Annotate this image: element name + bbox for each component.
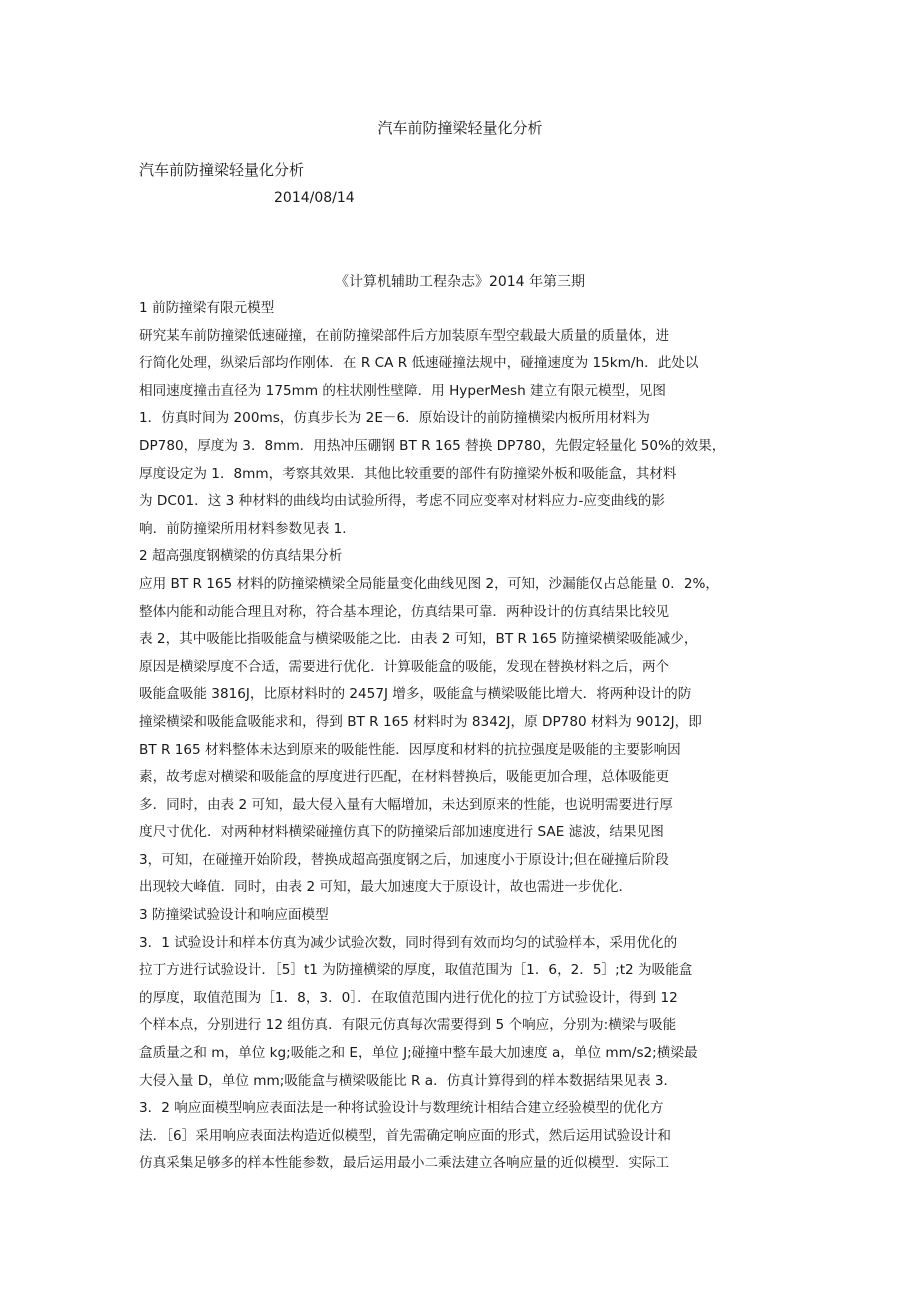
body-line: 响．前防撞梁所用材料参数见表 1． xyxy=(139,520,356,537)
body-line: 素，故考虑对横梁和吸能盒的厚度进行匹配，在材料替换后，吸能更加合理，总体吸能更 xyxy=(139,769,670,786)
body-line: 盒质量之和 m，单位 kg;吸能之和 E，单位 J;碰撞中整车最大加速度 a，单位 mm/s2;横梁最 xyxy=(139,1045,698,1062)
body-line: 3．2 响应面模型响应表面法是一种将试验设计与数理统计相结合建立经验模型的优化方 xyxy=(139,1100,664,1117)
body-line: 撞梁横梁和吸能盒吸能求和，得到 BT R 165 材料时为 8342J，原 DP780 材料为 9012J，即 xyxy=(139,713,702,730)
body-line: 原因是横梁厚度不合适，需要进行优化．计算吸能盒的吸能，发现在替换材料之后，两个 xyxy=(139,658,670,675)
body-line: 拉丁方进行试验设计．［5］t1 为防撞横梁的厚度，取值范围为［1．6，2．5］;t2 为吸能盒 xyxy=(139,962,693,979)
body-line: 3，可知，在碰撞开始阶段，替换成超高强度钢之后，加速度小于原设计;但在碰撞后阶段 xyxy=(139,851,669,868)
body-line: 3 防撞梁试验设计和响应面模型 xyxy=(139,907,329,924)
body-line: 1 前防撞梁有限元模型 xyxy=(139,300,275,316)
body-line: BT R 165 材料整体未达到原来的吸能性能．因厚度和材料的抗拉强度是吸能的主要影响因 xyxy=(139,741,681,758)
body-line: 多．同时，由表 2 可知，最大侵入量有大幅增加，未达到原来的性能，也说明需要进行厚 xyxy=(139,796,673,813)
body-line: 厚度设定为 1．8mm，考察其效果．其他比较重要的部件有防撞梁外板和吸能盒，其材料 xyxy=(139,465,677,482)
body-line: 的厚度，取值范围为［1．8，3．0］．在取值范围内进行优化的拉丁方试验设计，得到 12 xyxy=(139,989,678,1006)
body-line: 整体内能和动能合理且对称，符合基本理论，仿真结果可靠．两种设计的仿真结果比较见 xyxy=(139,603,670,620)
body-line: 研究某车前防撞梁低速碰撞，在前防撞梁部件后方加装原车型空载最大质量的质量体，进 xyxy=(139,327,670,344)
body-line: 仿真采集足够多的样本性能参数，最后运用最小二乘法建立各响应量的近似模型．实际工 xyxy=(139,1155,670,1172)
body-line: 3．1 试验设计和样本仿真为减少试验次数，同时得到有效而均匀的试验样本，采用优化的 xyxy=(139,934,678,951)
body-line: 为 DC01．这 3 种材料的曲线均由试验所得，考虑不同应变率对材料应力-应变曲线的影 xyxy=(139,493,665,510)
body-line: 出现较大峰值．同时，由表 2 可知，最大加速度大于原设计，故也需进一步优化． xyxy=(139,879,633,896)
document-title: 汽车前防撞梁轻量化分析 xyxy=(377,119,543,137)
body-line: 个样本点，分别进行 12 组仿真．有限元仿真每次需要得到 5 个响应，分别为:横梁与吸能 xyxy=(139,1017,677,1034)
body-line: 相同速度撞击直径为 175mm 的柱状刚性壁障．用 HyperMesh 建立有限元模型，见图 xyxy=(139,382,666,399)
body-line: 度尺寸优化．对两种材料横梁碰撞仿真下的防撞梁后部加速度进行 SAE 滤波，结果见图 xyxy=(139,824,664,841)
body-line: 2 超高强度钢横梁的仿真结果分析 xyxy=(139,548,343,565)
body-line: 应用 BT R 165 材料的防撞梁横梁全局能量变化曲线见图 2，可知，沙漏能仅占总能量 0．2%， xyxy=(139,575,719,592)
article-body xyxy=(139,295,799,1178)
body-line: 行简化处理，纵梁后部均作刚体．在 R CA R 低速碰撞法规中，碰撞速度为 15km/h．此处以 xyxy=(139,355,699,372)
publish-date: 2014/08/14 xyxy=(274,190,355,206)
body-line: 大侵入量 D，单位 mm;吸能盒与横梁吸能比 R a．仿真计算得到的样本数据结果见表 3． xyxy=(139,1072,678,1089)
body-line: 1．仿真时间为 200ms，仿真步长为 2E－6．原始设计的前防撞横梁内板所用材料为 xyxy=(139,410,650,427)
body-line: 表 2，其中吸能比指吸能盒与横梁吸能之比．由表 2 可知，BT R 165 防撞梁横梁吸能减少， xyxy=(139,631,698,648)
journal-source: 《计算机辅助工程杂志》2014 年第三期 xyxy=(334,274,586,290)
body-line: 吸能盒吸能 3816J，比原材料时的 2457J 增多，吸能盒与横梁吸能比增大．将两种设计的防 xyxy=(139,686,692,703)
article-title: 汽车前防撞梁轻量化分析 xyxy=(139,161,305,179)
body-line: DP780，厚度为 3．8mm．用热冲压硼钢 BT R 165 替换 DP780，先假定轻量化 50%的效果， xyxy=(139,437,726,454)
body-line: 法．［6］采用响应表面法构造近似模型，首先需确定响应面的形式，然后运用试验设计和 xyxy=(139,1127,672,1144)
